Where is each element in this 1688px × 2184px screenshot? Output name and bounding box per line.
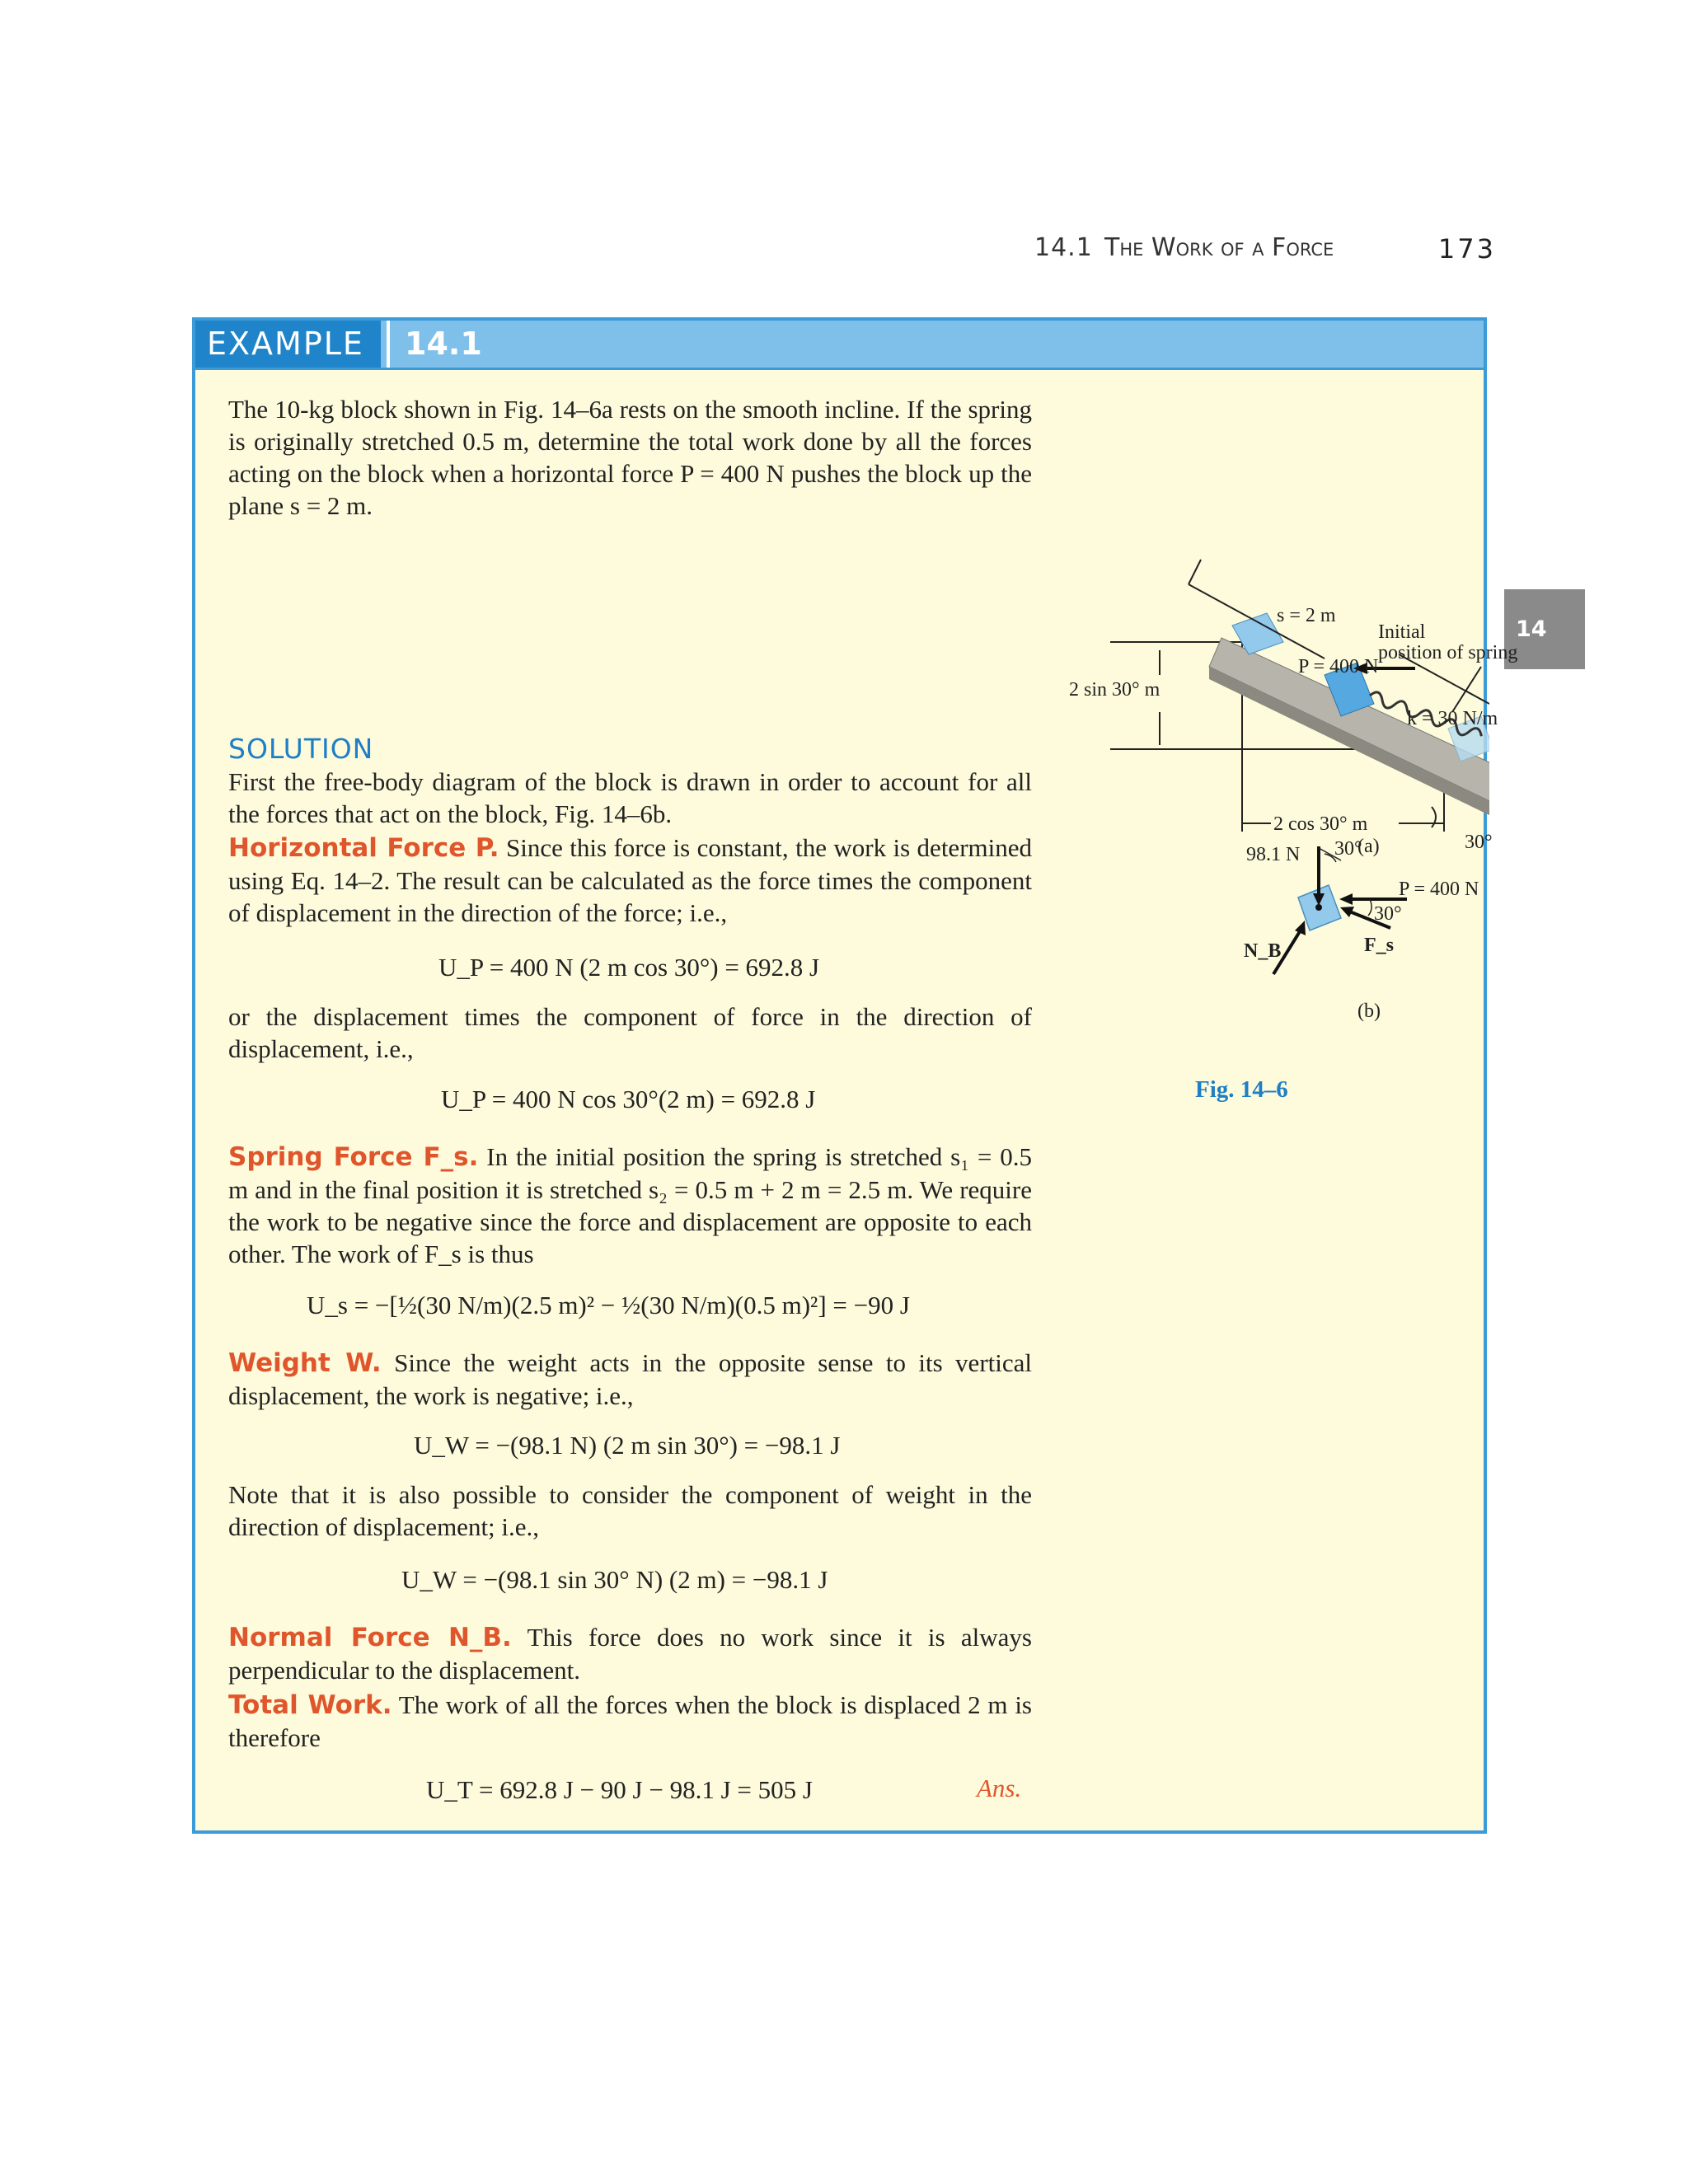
fbd-angle-top-label: 30° (1334, 838, 1362, 860)
fbd-weight-label: 98.1 N (1246, 844, 1301, 865)
total-work-text: The work of all the forces when the block is displaced 2 m is therefore (228, 1690, 1032, 1752)
horizontal-force-text: Since this force is constant, the work is determined using Eq. 14–2. The result can be calculated as the force times the component of displacement in the direction of the force; i.e., (228, 833, 1033, 927)
horizontal-force-heading: Horizontal Force P. (228, 833, 499, 863)
work-p-equation-1: U_P = 400 N (2 m cos 30°) = 692.8 J (438, 953, 820, 982)
fbd-normal-force-label: N_B (1244, 940, 1282, 962)
solution-intro: First the free-body diagram of the block is drawn in order to account for all the forces that act on the block, Fig. 14–6b. (228, 767, 1032, 828)
normal-force-heading: Normal Force N_B. (228, 1623, 512, 1652)
fbd-force-p-arrowhead (1339, 893, 1353, 905)
spring-force-heading: Spring Force F_s. (228, 1142, 479, 1172)
weight-paragraph (228, 1347, 1032, 1412)
fbd-angle-arc-p (1368, 899, 1372, 916)
weight-middle: Note that it is also possible to consider the component of weight in the direction of displacement; i.e., (228, 1480, 1032, 1541)
work-weight-equation-1: U_W = −(98.1 N) (2 m sin 30°) = −98.1 J (414, 1431, 841, 1460)
figure-14-6 (1069, 419, 1518, 1079)
angle-arc-a (1432, 807, 1436, 827)
spring-force-paragraph (228, 1141, 1032, 1270)
fbd-angle-p-label: 30° (1374, 903, 1402, 925)
force-p-label-a: P = 400 N (1298, 656, 1379, 677)
fbd-force-p-label: P = 400 N (1399, 879, 1479, 900)
normal-force-text: This force does no work since it is always perpendicular to the displacement. (228, 1623, 1032, 1685)
example-number: 14.1 (387, 321, 482, 368)
section-title: The Work of a Force (1104, 233, 1334, 262)
initial-position-label-2: position of spring (1378, 642, 1518, 663)
horizontal-force-paragraph (228, 832, 1032, 929)
figure-part-a (1110, 560, 1489, 832)
example-header (195, 321, 1484, 370)
normal-force-paragraph (228, 1621, 1032, 1686)
weight-heading: Weight W. (228, 1348, 382, 1378)
spring-constant-label: k = 30 N/m (1407, 708, 1498, 729)
section-number: 14.1 (1034, 233, 1093, 262)
example-label: EXAMPLE (195, 321, 381, 368)
height-dim-label: 2 sin 30° m (1069, 679, 1160, 701)
weight-text: Since the weight acts in the opposite sense to its vertical displacement, the work is negative; i.e., (228, 1348, 1032, 1410)
page-number: 173 (1437, 233, 1496, 265)
s-dim-tick-left (1189, 560, 1201, 584)
running-header (1034, 233, 1496, 266)
incline-angle-label: 30° (1465, 832, 1493, 853)
total-work-paragraph (228, 1689, 1032, 1754)
figure-caption: Fig. 14–6 (1195, 1076, 1288, 1103)
work-weight-equation-2: U_W = −(98.1 sin 30° N) (2 m) = −98.1 J (401, 1565, 828, 1594)
chapter-tab: 14 (1504, 589, 1585, 669)
spring-force-text: In the initial position the spring is stretched s₁ = 0.5 m and in the final position it is stretched s₂ = 0.5 m + 2 m = 2.5 m. We require the work to be negative since the force and displacement are opposite to each other. The work of F_s is thus (228, 1142, 1033, 1268)
part-b-label: (b) (1357, 1001, 1381, 1022)
answer-marker: Ans. (977, 1774, 1022, 1802)
example-box (192, 317, 1518, 1834)
total-work-heading: Total Work. (228, 1690, 392, 1720)
initial-position-label-1: Initial (1378, 621, 1426, 643)
work-spring-equation: U_s = −[½(30 N/m)(2.5 m)² − ½(30 N/m)(0.5 m)²] = −90 J (307, 1291, 910, 1319)
width-dim-label: 2 cos 30° m (1273, 813, 1368, 835)
displacement-label: s = 2 m (1277, 605, 1336, 626)
solution-heading: SOLUTION (228, 733, 374, 765)
total-work-equation: U_T = 692.8 J − 90 J − 98.1 J = 505 J (426, 1775, 813, 1804)
problem-statement: The 10-kg block shown in Fig. 14–6a rests on the smooth incline. If the spring is originally stretched 0.5 m, determine the total work done by all the forces acting on the block when a horizontal force P = 400 N pushes the block up the plane s = 2 m. (228, 395, 1032, 520)
figure-drawing (1085, 419, 1489, 1079)
initial-position-leader (1452, 667, 1481, 712)
horizontal-force-middle: or the displacement times the component of force in the direction of displacement, i.e., (228, 1002, 1032, 1063)
work-p-equation-2: U_P = 400 N cos 30°(2 m) = 692.8 J (441, 1085, 816, 1113)
part-a-label: (a) (1357, 836, 1380, 857)
fbd-spring-force-label: F_s (1364, 935, 1394, 956)
